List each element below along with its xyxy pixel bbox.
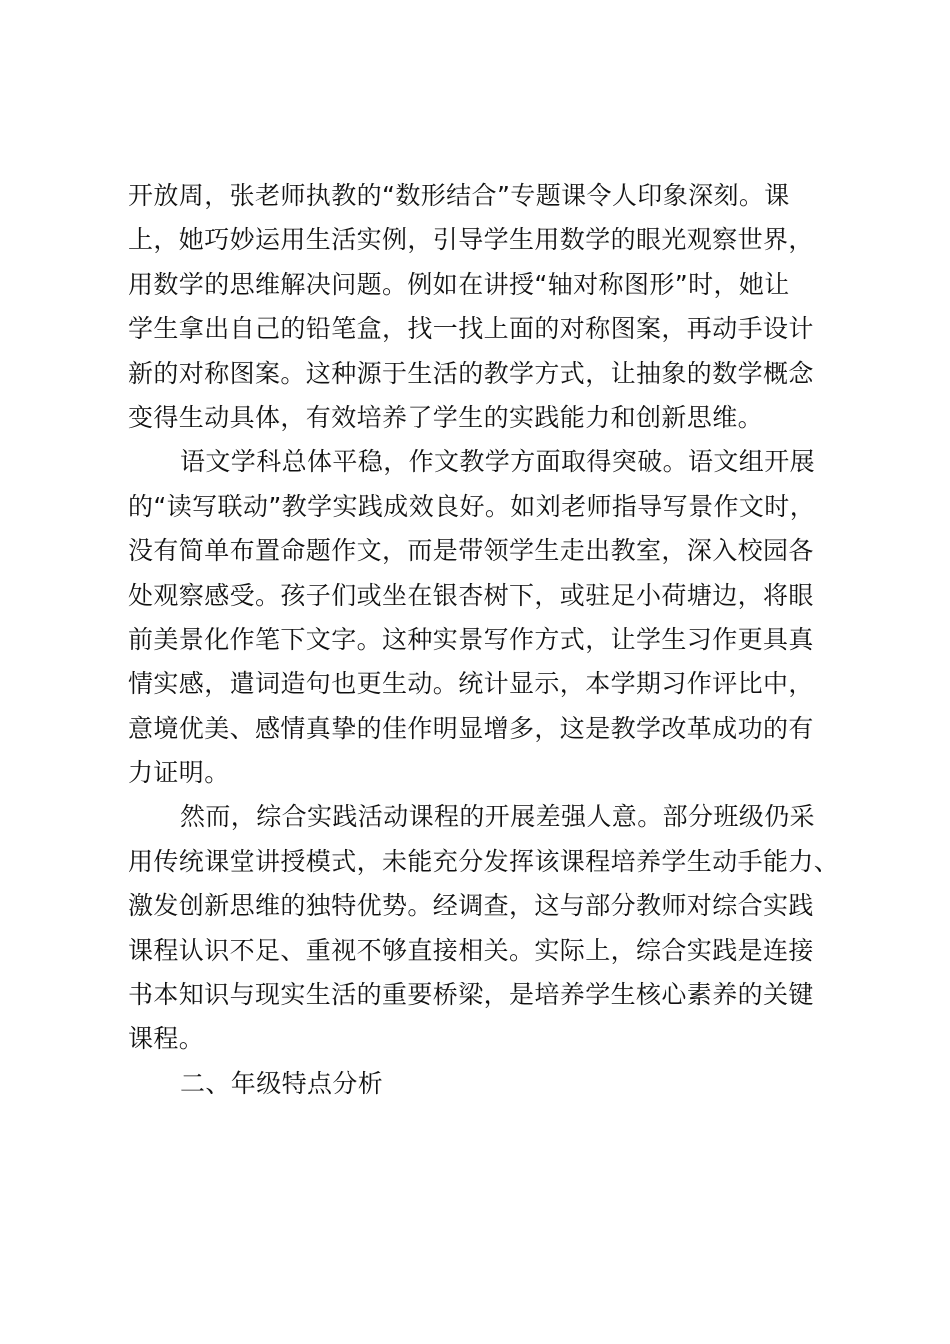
section-heading-grade-analysis [128,1062,828,1106]
paragraph-line: 书本知识与现实生活的重要桥梁，是培养学生核心素养的关键 [128,980,814,1010]
section-heading: 二、年级特点分析 [180,1068,384,1098]
paragraph-line: 上，她巧妙运用生活实例，引导学生用数学的眼光观察世界， [128,225,814,255]
paragraph-line: 没有简单布置命题作文，而是带领学生走出教室，深入校园各 [128,536,814,566]
paragraph-math-open-week [128,174,828,440]
paragraph-line: 激发创新思维的独特优势。经调查，这与部分教师对综合实践 [128,891,814,921]
paragraph-line: 开放周，张老师执教的“数形结合”专题课令人印象深刻。课 [128,181,790,210]
paragraph-line: 学生拿出自己的铅笔盒，找一找上面的对称图案，再动手设计 [128,314,814,344]
paragraph-line: 语文学科总体平稳，作文教学方面取得突破。语文组开展 [180,447,816,477]
paragraph-chinese-writing [128,440,828,795]
paragraph-line: 处观察感受。孩子们或坐在银杏树下，或驻足小荷塘边，将眼 [128,580,814,610]
paragraph-line: 前美景化作笔下文字。这种实景写作方式，让学生习作更具真 [128,624,814,654]
document-body [128,174,840,1106]
paragraph-line: 然而，综合实践活动课程的开展差强人意。部分班级仍采 [180,802,816,832]
paragraph-line: 情实感，遣词造句也更生动。统计显示，本学期习作评比中， [128,669,814,699]
paragraph-line: 课程认识不足、重视不够直接相关。实际上，综合实践是连接 [128,935,814,965]
paragraph-line: 意境优美、感情真挚的佳作明显增多，这是教学改革成功的有 [128,713,814,743]
paragraph-line: 用数学的思维解决问题。例如在讲授“轴对称图形”时，她让 [128,269,790,299]
paragraph-line: 的“读写联动”教学实践成效良好。如刘老师指导写景作文时， [128,491,816,521]
paragraph-line: 用传统课堂讲授模式，未能充分发挥该课程培养学生动手能力、 [128,846,840,876]
paragraph-line: 力证明。 [128,758,230,788]
paragraph-line: 变得生动具体，有效培养了学生的实践能力和创新思维。 [128,402,764,432]
paragraph-practice-activities [128,795,840,1061]
paragraph-line: 新的对称图案。这种源于生活的教学方式，让抽象的数学概念 [128,358,814,388]
paragraph-line: 课程。 [128,1024,205,1054]
